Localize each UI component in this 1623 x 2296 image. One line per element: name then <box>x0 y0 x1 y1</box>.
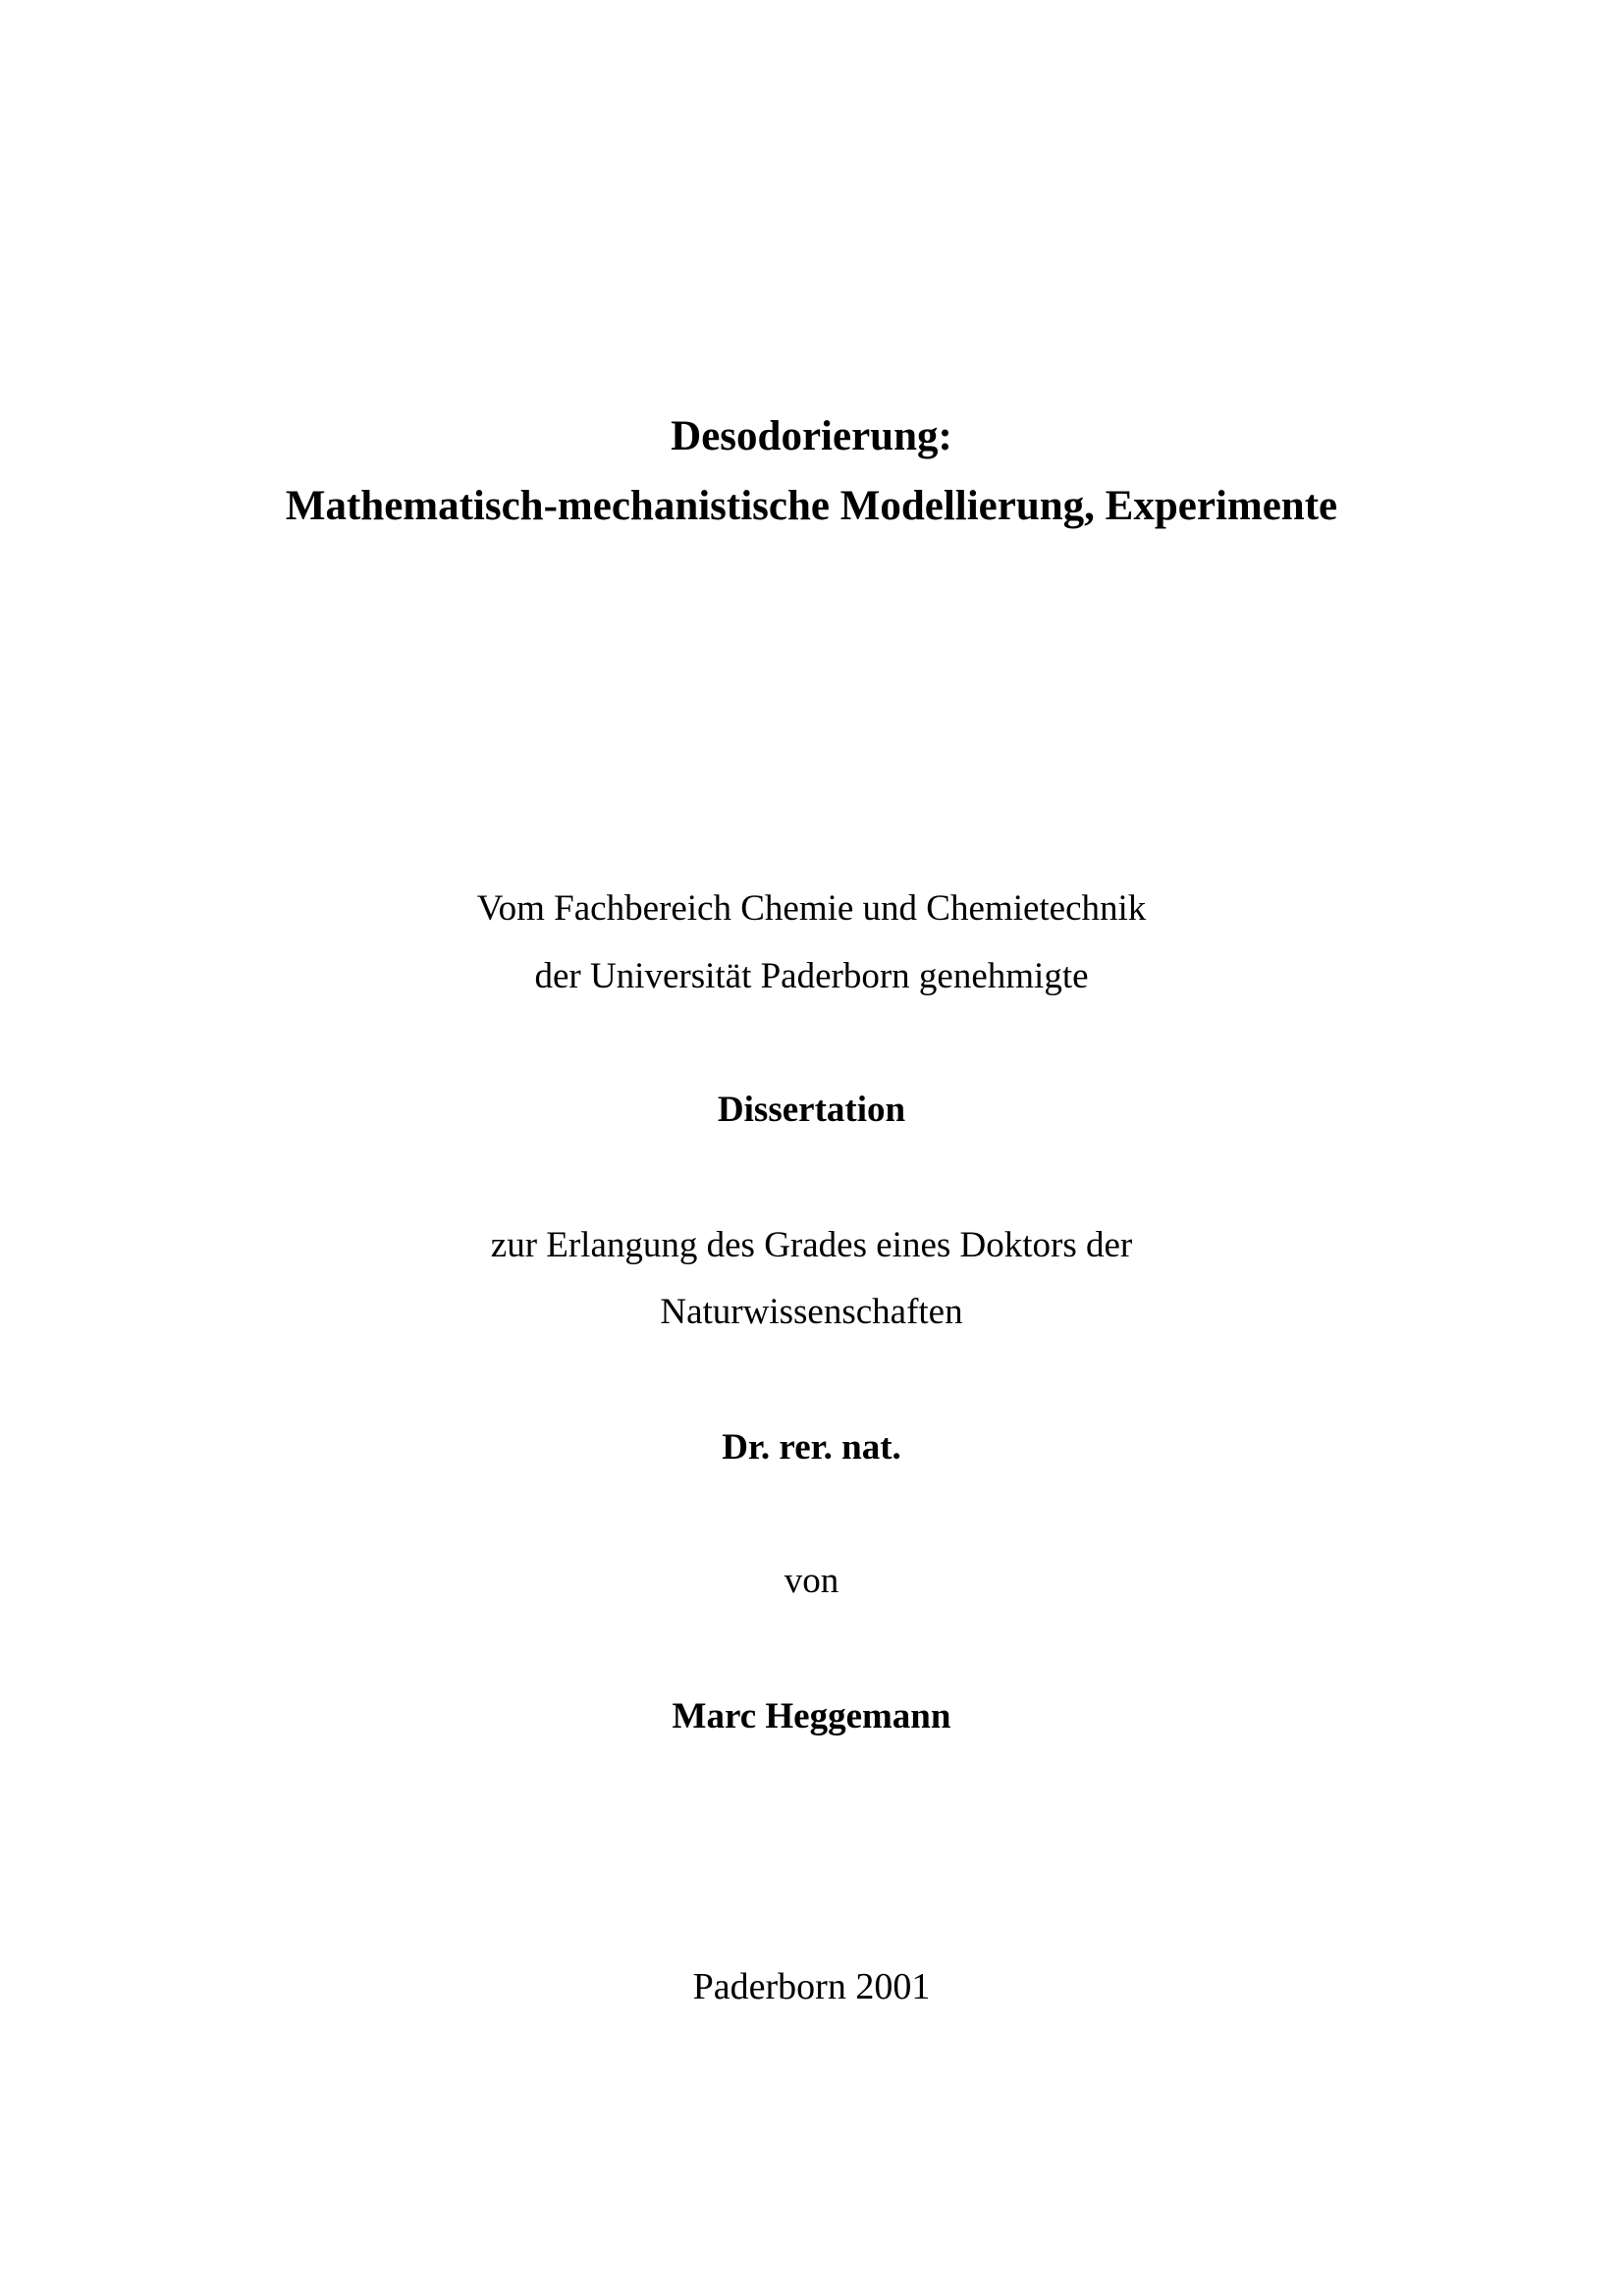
purpose-line-1: zur Erlangung des Grades eines Doktors der <box>490 1225 1133 1265</box>
thesis-title-line-2: Mathematisch-mechanistische Modellierung, Experimente <box>285 483 1338 529</box>
purpose-line-2: Naturwissenschaften <box>660 1292 963 1332</box>
thesis-title-line-1: Desodorierung: <box>671 413 952 459</box>
degree: Dr. rer. nat. <box>722 1427 901 1468</box>
by-word: von <box>784 1561 839 1601</box>
place-and-year: Paderborn 2001 <box>692 1966 931 2007</box>
approval-line-1: Vom Fachbereich Chemie und Chemietechnik <box>476 888 1147 929</box>
document-type: Dissertation <box>717 1090 906 1130</box>
approval-line-2: der Universität Paderborn genehmigte <box>534 956 1089 996</box>
author-name: Marc Heggemann <box>672 1696 951 1736</box>
